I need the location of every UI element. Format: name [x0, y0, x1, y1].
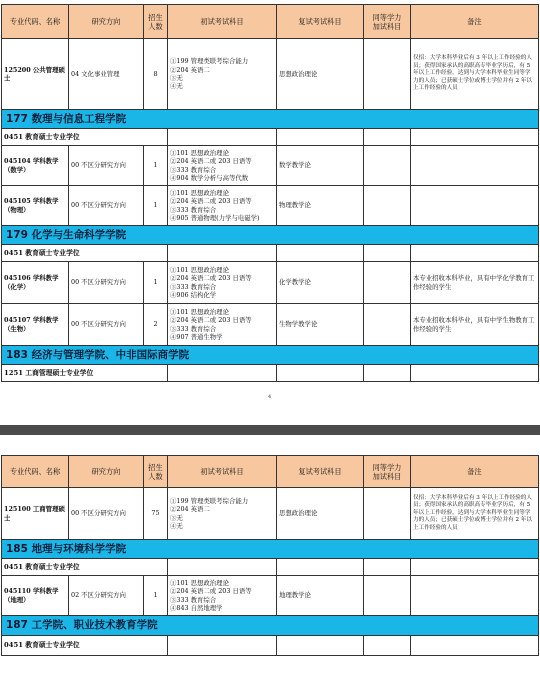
admissions-table-page-1: [1, 4, 539, 382]
exam-item: ③无: [170, 74, 183, 82]
header-enroll-label: 招生 人数: [148, 12, 163, 31]
major-code: 045110 学科教学（地理）: [2, 576, 69, 616]
table-header-row: [2, 5, 539, 39]
header-enroll-label: 招生 人数: [148, 462, 163, 481]
degree-title: 1251 工商管理硕士专业学位: [2, 365, 168, 382]
empty-cell: [277, 559, 364, 576]
major-code: 125200 公共管理硕士: [2, 39, 69, 110]
exam-item: ①101 思想政治理论: [170, 148, 229, 157]
exam-item: ④907 普通生物学: [170, 332, 223, 341]
empty-cell: [364, 636, 411, 656]
initial-exams: [168, 39, 277, 110]
exam-item: ②204 英语二: [170, 65, 210, 74]
exam-item: ①101 思想政治理论: [170, 188, 229, 197]
research-direction: 04 文化事业管理: [69, 39, 144, 110]
degree-title: 0451 教育硕士专业学位: [2, 245, 168, 262]
header-notes: 备注: [411, 5, 539, 39]
header-research-direction: 研究方向: [69, 456, 144, 488]
enrollment-count: 1: [144, 186, 168, 226]
exam-item: ③无: [170, 513, 183, 522]
note: 本专业招收本科毕业，具有中学生物教育工作经验的学生: [411, 304, 539, 346]
research-direction: 00 不区分研究方向: [69, 186, 144, 226]
college-title: 177 数理与信息工程学院: [2, 110, 539, 129]
header-notes: 备注: [411, 456, 539, 488]
research-direction: 02 不区分研究方向: [69, 576, 144, 616]
exam-item: ④905 普通物理(力学与电磁学): [170, 213, 260, 222]
exam-item: ②204 英语二: [170, 505, 210, 514]
header-major-code: 专业代码、名称: [2, 456, 69, 488]
exam-item: ③333 教育综合: [170, 205, 217, 214]
empty-cell: [277, 365, 364, 382]
empty-cell: [411, 245, 539, 262]
extra-exam: [364, 304, 411, 346]
exam-item: ③333 教育综合: [170, 324, 217, 333]
retest-exam: 物理教学论: [277, 186, 364, 226]
table-row: [2, 146, 539, 186]
exam-item: ②204 英语二或 203 日语等: [170, 274, 252, 283]
empty-cell: [411, 636, 539, 656]
college-row: [2, 540, 539, 559]
degree-row: [2, 636, 539, 656]
note: [411, 576, 539, 616]
enrollment-count: 1: [144, 146, 168, 186]
research-direction: 00 不区分研究方向: [69, 146, 144, 186]
retest-exam: 化学教学论: [277, 262, 364, 304]
enrollment-count: 8: [144, 39, 168, 110]
exam-item: ②204 英语二或 203 日语等: [170, 157, 252, 166]
table-row: [2, 186, 539, 226]
header-extra-label: 同等学力 加试科目: [372, 462, 402, 481]
empty-cell: [364, 559, 411, 576]
note: [411, 186, 539, 226]
initial-exams: [168, 576, 277, 616]
empty-cell: [277, 245, 364, 262]
initial-exams: [168, 304, 277, 346]
note: 本专业招收本科毕业，具有中学化学教育工作经验的学生: [411, 262, 539, 304]
empty-cell: [364, 245, 411, 262]
enrollment-count: 1: [144, 262, 168, 304]
empty-cell: [411, 365, 539, 382]
extra-exam: [364, 39, 411, 110]
exam-item: ④904 数学分析与高等代数: [170, 173, 249, 182]
extra-exam: [364, 488, 411, 540]
retest-exam: 思想政治理论: [277, 488, 364, 540]
header-enrollment: [144, 456, 168, 488]
table-row: [2, 488, 539, 540]
empty-cell: [411, 559, 539, 576]
table-header-row: [2, 456, 539, 488]
exam-item: ①101 思想政治理论: [170, 265, 229, 274]
college-row: [2, 110, 539, 129]
header-enrollment: [144, 5, 168, 39]
exam-item: ①199 管理类联考综合能力: [170, 57, 249, 66]
retest-exam: 数学教学论: [277, 146, 364, 186]
major-code: 125100 工商管理硕士: [2, 488, 69, 540]
retest-exam: 思想政治理论: [277, 39, 364, 110]
exam-item: ①101 思想政治理论: [170, 578, 229, 587]
enrollment-count: 1: [144, 576, 168, 616]
college-title: 185 地理与环境科学学院: [2, 540, 539, 559]
admissions-table-page-2: [1, 455, 539, 656]
research-direction: 00 不区分研究方向: [69, 262, 144, 304]
header-major-code: 专业代码、名称: [2, 5, 69, 39]
table-row: [2, 304, 539, 346]
empty-cell: [168, 559, 277, 576]
college-title: 179 化学与生命科学学院: [2, 226, 539, 245]
header-extra-label: 同等学力 加试科目: [372, 12, 402, 31]
exam-item: ③333 教育综合: [170, 282, 217, 291]
retest-exam: 生物学教学论: [277, 304, 364, 346]
degree-title: 0451 教育硕士专业学位: [2, 559, 168, 576]
note: 仅招：大学本科毕业后有 3 年以上工作经验的人员；获得国家承认的高职高专毕业学历后，有 5 年以上工作经验，达到与大学本科毕业生同等学力的人员；已获硕士学位或博士学位并有 2 年以上工作经验的人员: [411, 39, 539, 110]
exam-item: ①101 思想政治理论: [170, 307, 229, 316]
table-row: [2, 262, 539, 304]
degree-row: [2, 129, 539, 146]
exam-item: ④843 自然地理学: [170, 603, 223, 612]
note: [411, 146, 539, 186]
empty-cell: [277, 636, 364, 656]
extra-exam: [364, 146, 411, 186]
enrollment-count: 75: [144, 488, 168, 540]
exam-item: ④无: [170, 82, 183, 91]
empty-cell: [168, 129, 277, 146]
exam-item: ③333 教育综合: [170, 165, 217, 174]
header-research-direction: 研究方向: [69, 5, 144, 39]
college-row: [2, 346, 539, 365]
header-initial-exam: 初试考试科目: [168, 5, 277, 39]
note: 仅招：大学本科毕业后有 3 年以上工作经验的人员；获得国家承认的高职高专毕业学历后，有 5 年以上工作经验，达到与大学本科毕业生同等学力的人员；已获硕士学位或博士学位并有 2 年以上工作经验的人员: [411, 488, 539, 540]
degree-row: [2, 245, 539, 262]
initial-exams: [168, 488, 277, 540]
table-row: [2, 39, 539, 110]
exam-item: ④无: [170, 521, 183, 530]
initial-exams: [168, 262, 277, 304]
extra-exam: [364, 576, 411, 616]
table-row: [2, 576, 539, 616]
college-row: [2, 226, 539, 245]
major-code: 045104 学科教学（数学）: [2, 146, 69, 186]
enrollment-count: 2: [144, 304, 168, 346]
exam-item: ②204 英语二或 203 日语等: [170, 197, 252, 206]
header-initial-exam: 初试考试科目: [168, 456, 277, 488]
college-title: 183 经济与管理学院、中非国际商学院: [2, 346, 539, 365]
header-extra-exam: [364, 456, 411, 488]
major-code: 045105 学科教学（物理）: [2, 186, 69, 226]
initial-exams: [168, 146, 277, 186]
page-separator: [0, 425, 540, 435]
college-title: 187 工学院、职业技术教育学院: [2, 616, 539, 636]
empty-cell: [168, 365, 277, 382]
exam-item: ③333 教育综合: [170, 595, 217, 604]
major-code: 045106 学科教学（化学）: [2, 262, 69, 304]
empty-cell: [168, 245, 277, 262]
initial-exams: [168, 186, 277, 226]
retest-exam: 地理教学论: [277, 576, 364, 616]
header-retest-exam: 复试考试科目: [277, 5, 364, 39]
empty-cell: [364, 365, 411, 382]
page-2: [0, 435, 540, 678]
extra-exam: [364, 262, 411, 304]
header-extra-exam: [364, 5, 411, 39]
exam-item: ④906 结构化学: [170, 290, 217, 299]
exam-item: ②204 英语二或 203 日语等: [170, 316, 252, 325]
empty-cell: [364, 129, 411, 146]
degree-title: 0451 教育硕士专业学位: [2, 636, 168, 656]
degree-title: 0451 教育硕士专业学位: [2, 129, 168, 146]
exam-item: ②204 英语二或 203 日语等: [170, 587, 252, 596]
empty-cell: [411, 129, 539, 146]
degree-row: [2, 559, 539, 576]
empty-cell: [168, 636, 277, 656]
research-direction: 00 不区分研究方向: [69, 304, 144, 346]
degree-row: [2, 365, 539, 382]
page-number: 4: [268, 394, 272, 400]
header-retest-exam: 复试考试科目: [277, 456, 364, 488]
empty-cell: [277, 129, 364, 146]
major-code: 045107 学科教学（生物）: [2, 304, 69, 346]
college-row: [2, 616, 539, 636]
extra-exam: [364, 186, 411, 226]
research-direction: 00 不区分研究方向: [69, 488, 144, 540]
exam-item: ①199 管理类联考综合能力: [170, 496, 249, 505]
